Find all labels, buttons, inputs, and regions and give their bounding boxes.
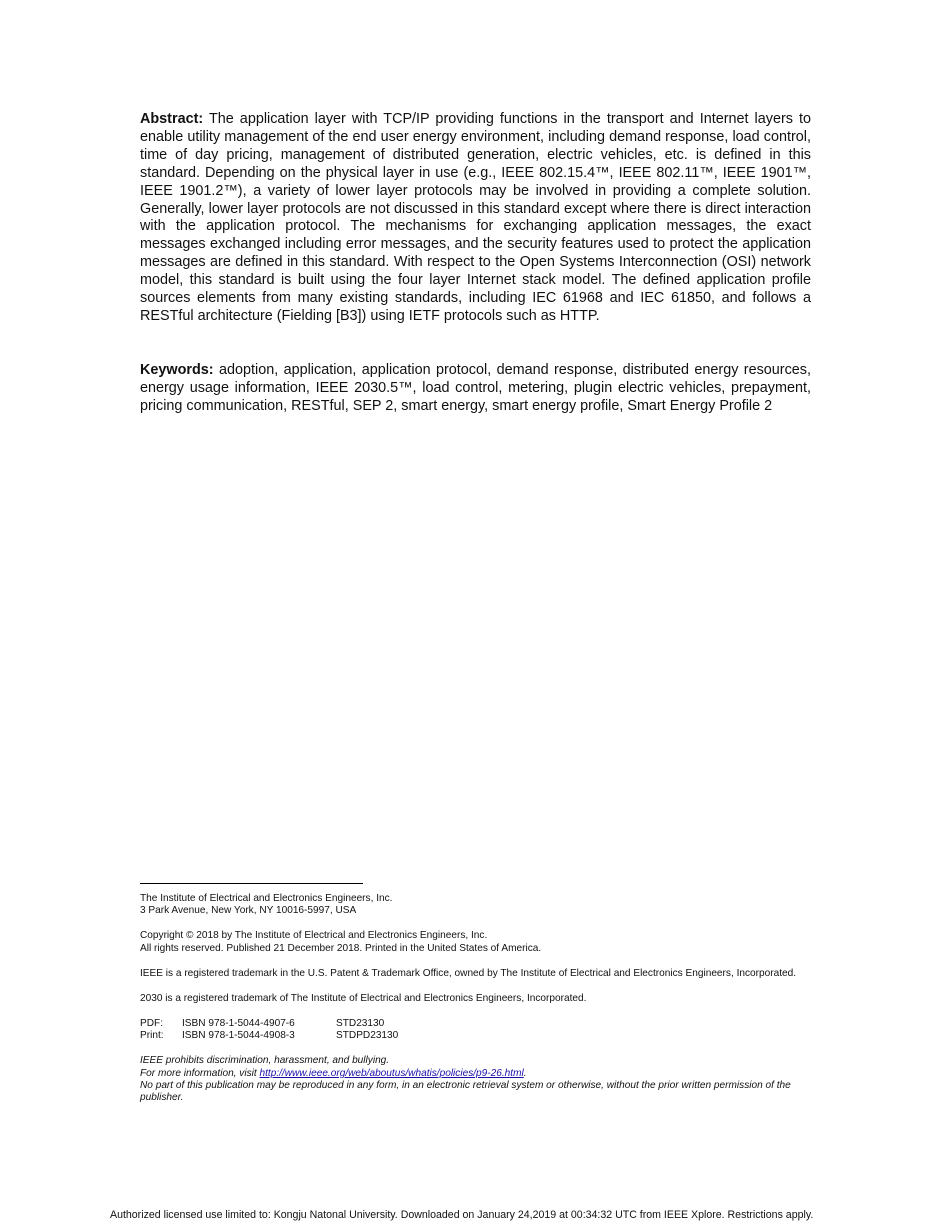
abstract-label: Abstract:	[140, 111, 204, 127]
isbn-number: ISBN 978-1-5044-4907-6	[182, 1017, 295, 1029]
isbn-row-pdf	[140, 1018, 811, 1030]
more-info-suffix: .	[523, 1067, 527, 1079]
keywords-label: Keywords:	[140, 362, 214, 378]
publication-notes	[140, 893, 811, 1117]
trademark-2030-note: 2030 is a registered trademark of The Institute of Electrical and Electronics Engineers, Incorporated.	[140, 992, 587, 1004]
harassment-policy-text: IEEE prohibits discrimination, harassment, and bullying.	[140, 1055, 390, 1067]
isbn-format: Print:	[140, 1030, 164, 1042]
policy-link[interactable]: http://www.ieee.org/web/aboutus/whatis/policies/p9-26.html	[259, 1067, 524, 1079]
legal-notice	[140, 1055, 811, 1105]
isbn-code: STD23130	[336, 1017, 385, 1029]
abstract-text: The application layer with TCP/IP providing functions in the transport and Internet layers to enable utility management of the end user energy environment, including demand response, load control, time of day pricing, management of distributed generation, electric vehicles, etc. is defined in this standard. Depending on the physical layer in use (e.g., IEEE 802.15.4™, IEEE 802.11™, IEEE 1901™, IEEE 1901.2™), a variety of lower layer protocols may be involved in providing a complete solution. Generally, lower layer protocols are not discussed in this standard except where there is direct interaction with the application protocol. The mechanisms for exchanging application messages, the exact messages exchanged including error messages, and the security features used to protect the application messages are defined in this standard. With respect to the Open Systems Interconnection (OSI) network model, this standard is built using the four layer Internet stack model. The defined application profile sources elements from many existing standards, including IEC 61968 and IEC 61850, and follows a RESTful architecture (Fielding [B3]) using IETF protocols such as HTTP.	[140, 111, 811, 324]
keywords-text: adoption, application, application protocol, demand response, distributed energy resources, energy usage information, IEEE 2030.5™, load control, metering, plugin electric vehicles, prepayment, pricing communication, RESTful, SEP 2, smart energy, smart energy profile, Smart Energy Profile 2	[140, 362, 811, 414]
copyright-line-2: All rights reserved. Published 21 December 2018. Printed in the United States of America.	[140, 942, 542, 954]
publisher-address: 3 Park Avenue, New York, NY 10016-5997, USA	[140, 905, 357, 917]
reproduction-notice: No part of this publication may be reproduced in any form, in an electronic retrieval system or otherwise, without the prior written permission of the publisher.	[140, 1080, 791, 1104]
copyright-block	[140, 930, 811, 955]
more-info-prefix: For more information, visit	[140, 1067, 260, 1079]
isbn-number: ISBN 978-1-5044-4908-3	[182, 1030, 295, 1042]
keywords-paragraph	[140, 362, 811, 416]
isbn-code: STDPD23130	[336, 1030, 399, 1042]
isbn-format: PDF:	[140, 1017, 163, 1029]
ieee-trademark-note: IEEE is a registered trademark in the U.S. Patent & Trademark Office, owned by The Institute of Electrical and Electronics Engineers, Incorporated.	[140, 967, 797, 979]
abstract-paragraph	[140, 111, 811, 326]
footnote-divider	[140, 883, 363, 884]
publisher-name: The Institute of Electrical and Electronics Engineers, Inc.	[140, 893, 393, 904]
isbn-row-print	[140, 1030, 811, 1042]
copyright-line-1: Copyright © 2018 by The Institute of Electrical and Electronics Engineers, Inc.	[140, 930, 488, 942]
license-notice: Authorized licensed use limited to: Kongju Natonal University. Downloaded on January 24,2019 at 00:34:32 UTC from IEEE Xplore. Restrictions apply.	[110, 1209, 814, 1221]
publisher-block	[140, 893, 811, 918]
isbn-block	[140, 1018, 811, 1043]
